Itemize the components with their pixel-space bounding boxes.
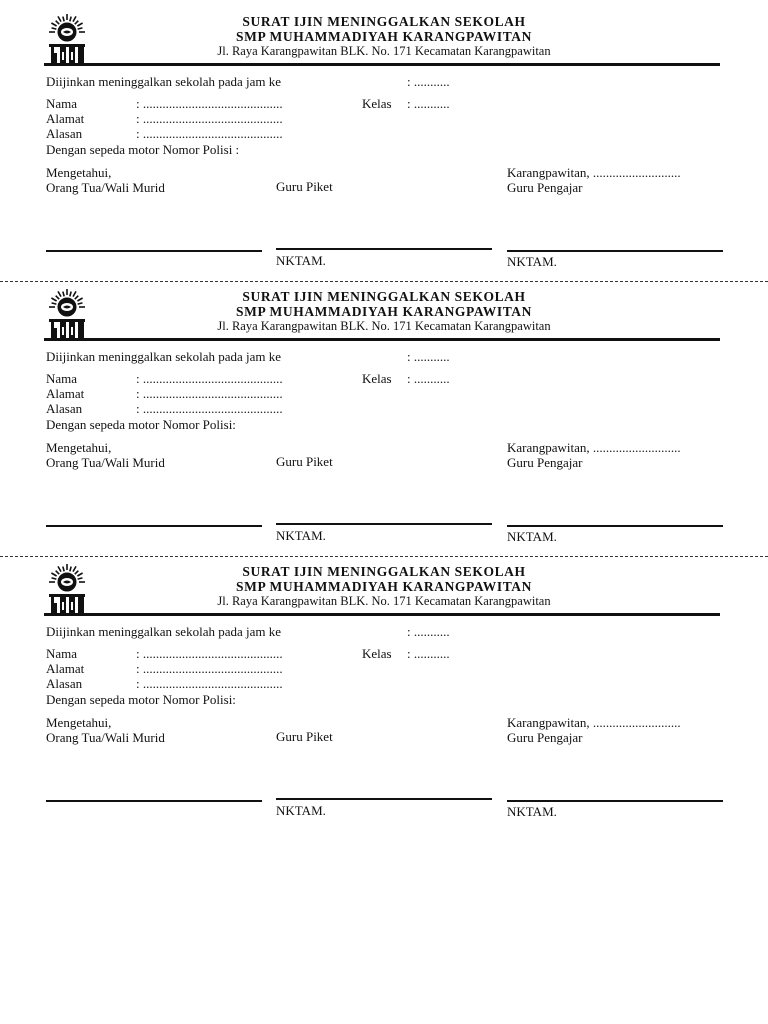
address-field[interactable]: : ........................................... [136, 661, 283, 676]
school-name: SMP MUHAMMADIYAH KARANGPAWITAN [236, 579, 532, 594]
subject-teacher-nktam: NKTAM. [507, 529, 557, 544]
parent-signature-line[interactable] [46, 250, 262, 252]
permit-hour-field[interactable]: : ........... [407, 349, 450, 364]
class-label: Kelas [362, 646, 392, 661]
duty-teacher-nktam: NKTAM. [276, 528, 326, 543]
reason-field[interactable]: : ........................................... [136, 676, 283, 691]
address-label: Alamat [46, 111, 85, 126]
duty-teacher-nktam: NKTAM. [276, 803, 326, 818]
address-field[interactable]: : ........................................... [136, 386, 283, 401]
duty-teacher-label: Guru Piket [276, 454, 333, 469]
name-field[interactable]: : ........................................... [136, 371, 283, 386]
parent-signature-label: Orang Tua/Wali Murid [46, 730, 165, 745]
acknowledged-label: Mengetahui, [46, 715, 112, 730]
name-label: Nama [46, 646, 78, 661]
subject-teacher-label: Guru Pengajar [507, 730, 583, 745]
reason-field[interactable]: : ........................................... [136, 401, 283, 416]
school-address: Jl. Raya Karangpawitan BLK. No. 171 Kecamatan Karangpawitan [217, 319, 551, 333]
class-field[interactable]: : ........... [407, 96, 450, 111]
duty-teacher-label: Guru Piket [276, 179, 333, 194]
motorcycle-plate-label: Dengan sepeda motor Nomor Polisi: [46, 692, 236, 707]
reason-label: Alasan [46, 126, 83, 141]
motorcycle-plate-label: Dengan sepeda motor Nomor Polisi: [46, 417, 236, 432]
parent-signature-line[interactable] [46, 525, 262, 527]
address-label: Alamat [46, 661, 85, 676]
permit-hour-label: Diijinkan meninggalkan sekolah pada jam ke [46, 349, 282, 364]
class-label: Kelas [362, 96, 392, 111]
reason-field[interactable]: : ........................................... [136, 126, 283, 141]
place-date-field[interactable]: Karangpawitan, ........................... [507, 715, 681, 730]
parent-signature-label: Orang Tua/Wali Murid [46, 180, 165, 195]
cut-line [0, 556, 768, 557]
class-field[interactable]: : ........... [407, 371, 450, 386]
place-date-field[interactable]: Karangpawitan, ........................... [507, 165, 681, 180]
form-title: SURAT IJIN MENINGGALKAN SEKOLAH [242, 14, 526, 29]
parent-signature-line[interactable] [46, 800, 262, 802]
school-address: Jl. Raya Karangpawitan BLK. No. 171 Kecamatan Karangpawitan [217, 44, 551, 58]
parent-signature-label: Orang Tua/Wali Murid [46, 455, 165, 470]
duty-teacher-signature-line[interactable] [276, 523, 492, 525]
motorcycle-plate-label: Dengan sepeda motor Nomor Polisi : [46, 142, 240, 157]
name-field[interactable]: : ........................................... [136, 96, 283, 111]
header-divider [44, 613, 720, 616]
class-label: Kelas [362, 371, 392, 386]
reason-label: Alasan [46, 676, 83, 691]
header-divider [44, 63, 720, 66]
school-address: Jl. Raya Karangpawitan BLK. No. 171 Kecamatan Karangpawitan [217, 594, 551, 608]
duty-teacher-nktam: NKTAM. [276, 253, 326, 268]
duty-teacher-signature-line[interactable] [276, 798, 492, 800]
cut-line [0, 281, 768, 282]
acknowledged-label: Mengetahui, [46, 165, 112, 180]
subject-teacher-signature-line[interactable] [507, 525, 723, 527]
acknowledged-label: Mengetahui, [46, 440, 112, 455]
permit-slip [0, 550, 768, 820]
duty-teacher-signature-line[interactable] [276, 248, 492, 250]
header-divider [44, 338, 720, 341]
subject-teacher-label: Guru Pengajar [507, 180, 583, 195]
permit-slip [0, 275, 768, 545]
permit-hour-label: Diijinkan meninggalkan sekolah pada jam ke [46, 74, 282, 89]
school-name: SMP MUHAMMADIYAH KARANGPAWITAN [236, 304, 532, 319]
place-date-field[interactable]: Karangpawitan, ........................... [507, 440, 681, 455]
form-title: SURAT IJIN MENINGGALKAN SEKOLAH [242, 289, 526, 304]
subject-teacher-nktam: NKTAM. [507, 804, 557, 819]
subject-teacher-label: Guru Pengajar [507, 455, 583, 470]
permit-hour-field[interactable]: : ........... [407, 74, 450, 89]
class-field[interactable]: : ........... [407, 646, 450, 661]
reason-label: Alasan [46, 401, 83, 416]
address-field[interactable]: : ........................................... [136, 111, 283, 126]
subject-teacher-signature-line[interactable] [507, 800, 723, 802]
name-label: Nama [46, 96, 78, 111]
subject-teacher-nktam: NKTAM. [507, 254, 557, 269]
school-name: SMP MUHAMMADIYAH KARANGPAWITAN [236, 29, 532, 44]
form-title: SURAT IJIN MENINGGALKAN SEKOLAH [242, 564, 526, 579]
permit-hour-field[interactable]: : ........... [407, 624, 450, 639]
duty-teacher-label: Guru Piket [276, 729, 333, 744]
address-label: Alamat [46, 386, 85, 401]
name-field[interactable]: : ........................................... [136, 646, 283, 661]
permit-slip [0, 0, 768, 270]
subject-teacher-signature-line[interactable] [507, 250, 723, 252]
name-label: Nama [46, 371, 78, 386]
permit-hour-label: Diijinkan meninggalkan sekolah pada jam ke [46, 624, 282, 639]
